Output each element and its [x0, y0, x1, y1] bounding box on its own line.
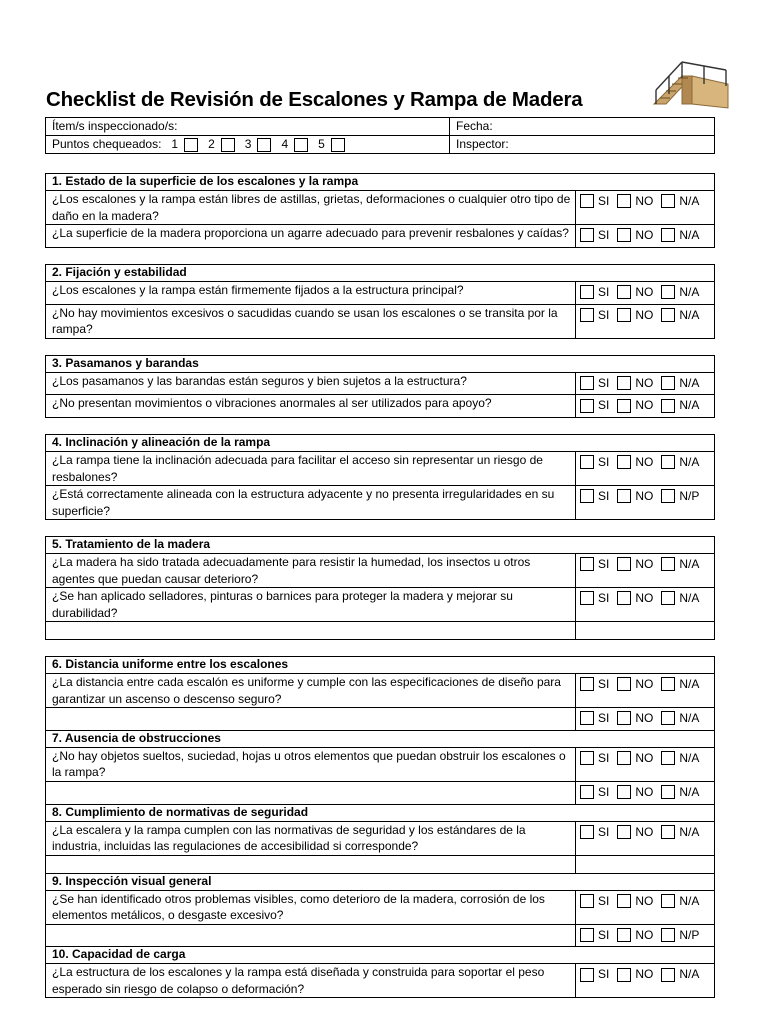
answer-option[interactable] — [661, 556, 699, 573]
page-title: Checklist de Revisión de Escalones y Rampa de Madera — [46, 88, 583, 111]
question-text — [46, 855, 576, 873]
section-spacer — [45, 339, 714, 355]
answer-label: N/P — [679, 489, 700, 503]
answer-option[interactable] — [661, 227, 699, 244]
answer-options — [576, 855, 715, 873]
point-checkbox[interactable] — [184, 138, 198, 152]
answer-checkbox[interactable] — [580, 785, 594, 799]
answer-checkbox[interactable] — [580, 455, 594, 469]
point-checkbox[interactable] — [331, 138, 345, 152]
answer-options — [576, 674, 715, 708]
checklist-section — [45, 173, 715, 248]
question-text: ¿La madera ha sido tratada adecuadamente para resistir la humedad, los insectos u otros agentes que puedan causar deterioro? — [46, 554, 576, 588]
answer-option[interactable] — [617, 590, 653, 607]
answer-label: N/A — [679, 455, 700, 469]
points-checked-label: Puntos chequeados: — [52, 137, 162, 151]
answer-label: N/A — [679, 194, 700, 208]
answer-options — [576, 747, 715, 781]
answer-label: SI — [598, 893, 610, 908]
section-spacer — [45, 520, 714, 536]
answer-label: N/A — [679, 784, 700, 799]
answer-label: NO — [635, 591, 654, 605]
answer-option[interactable] — [580, 893, 609, 910]
answer-options — [576, 395, 715, 418]
answer-checkbox[interactable] — [661, 399, 675, 413]
answer-checkbox[interactable] — [580, 557, 594, 571]
answer-options — [576, 622, 715, 640]
answer-label: SI — [598, 398, 610, 413]
answer-checkbox[interactable] — [661, 308, 675, 322]
answer-label: SI — [598, 711, 610, 725]
checklist-section — [45, 264, 715, 339]
answer-options — [576, 964, 715, 998]
answer-options — [576, 225, 715, 248]
answer-checkbox[interactable] — [617, 894, 631, 908]
answer-option[interactable] — [617, 375, 653, 392]
question-text: ¿La rampa tiene la inclinación adecuada para facilitar el acceso sin representar un riesgo de resbalones? — [46, 452, 576, 486]
point-3[interactable] — [245, 136, 272, 153]
answer-label: SI — [598, 677, 610, 691]
question-text: ¿La estructura de los escalones y la rampa está diseñada y construida para soportar el peso esperado sin riesgo de colapso o deformación? — [46, 964, 576, 998]
question-row — [46, 452, 715, 486]
answer-checkbox[interactable] — [661, 489, 675, 503]
answer-options — [576, 304, 715, 338]
point-number: 2 — [208, 137, 215, 151]
answer-label: SI — [598, 375, 610, 390]
answer-checkbox[interactable] — [580, 308, 594, 322]
answer-label: NO — [635, 967, 654, 982]
question-row — [46, 395, 715, 418]
answer-option[interactable] — [617, 750, 653, 767]
section-spacer — [45, 248, 714, 264]
question-row — [46, 372, 715, 395]
answer-checkbox[interactable] — [580, 194, 594, 208]
answer-option[interactable] — [617, 893, 653, 910]
answer-option[interactable] — [580, 307, 609, 324]
answer-option[interactable] — [580, 193, 609, 210]
answer-checkbox[interactable] — [617, 711, 631, 725]
answer-label: NO — [635, 228, 654, 242]
answer-option[interactable] — [617, 284, 653, 301]
point-checkbox[interactable] — [221, 138, 235, 152]
answer-checkbox[interactable] — [580, 591, 594, 605]
answer-checkbox[interactable] — [661, 194, 675, 208]
answer-checkbox[interactable] — [580, 928, 594, 942]
items-inspected-label: Ítem/s inspeccionado/s: — [52, 119, 178, 133]
answer-options — [576, 372, 715, 395]
question-text — [46, 924, 576, 947]
answer-option[interactable] — [580, 488, 609, 505]
section-title: 10. Capacidad de carga — [46, 947, 715, 964]
answer-checkbox[interactable] — [617, 825, 631, 839]
answer-checkbox[interactable] — [617, 968, 631, 982]
answer-options — [576, 191, 715, 225]
answer-option[interactable] — [661, 927, 699, 944]
question-row — [46, 588, 715, 622]
answer-label: N/A — [679, 677, 700, 691]
answer-option[interactable] — [617, 307, 653, 324]
answer-checkbox[interactable] — [661, 928, 675, 942]
answer-checkbox[interactable] — [580, 399, 594, 413]
date-label: Fecha: — [456, 119, 493, 133]
answer-option[interactable] — [580, 454, 609, 471]
answer-label: NO — [635, 375, 654, 390]
answer-option[interactable] — [617, 966, 653, 983]
section-title: 1. Estado de la superficie de los escalones y la rampa — [46, 174, 715, 191]
checklist-section — [45, 873, 715, 948]
checklist-section — [45, 434, 715, 520]
answer-checkbox[interactable] — [661, 591, 675, 605]
answer-checkbox[interactable] — [580, 677, 594, 691]
answer-option[interactable] — [580, 397, 609, 414]
answer-label: NO — [635, 557, 654, 571]
question-text: ¿La distancia entre cada escalón es uniforme y cumple con las especificaciones de diseño para garantizar un ascenso o descenso seguro? — [46, 674, 576, 708]
question-row — [46, 225, 715, 248]
question-row — [46, 281, 715, 304]
point-number: 3 — [244, 137, 252, 151]
answer-options — [576, 588, 715, 622]
answer-options — [576, 452, 715, 486]
answer-options — [576, 781, 715, 804]
answer-checkbox[interactable] — [661, 455, 675, 469]
answer-label: SI — [598, 750, 610, 765]
question-row — [46, 855, 715, 873]
items-inspected-field[interactable] — [46, 118, 450, 136]
question-row — [46, 708, 715, 731]
question-text: ¿Se han aplicado selladores, pinturas o barnices para proteger la madera y mejorar su durabilidad? — [46, 588, 576, 622]
answer-checkbox[interactable] — [617, 591, 631, 605]
answer-label: N/A — [679, 228, 700, 242]
answer-label: NO — [635, 455, 654, 469]
answer-label: N/A — [679, 750, 700, 765]
point-number: 5 — [318, 137, 325, 151]
answer-checkbox[interactable] — [661, 785, 675, 799]
checklist-sections — [45, 173, 714, 998]
answer-checkbox[interactable] — [661, 825, 675, 839]
section-title: 9. Inspección visual general — [46, 873, 715, 890]
section-title: 5. Tratamiento de la madera — [46, 537, 715, 554]
answer-checkbox[interactable] — [617, 399, 631, 413]
answer-option[interactable] — [580, 284, 609, 301]
answer-label: SI — [598, 194, 610, 208]
answer-option[interactable] — [661, 397, 699, 414]
answer-option[interactable] — [617, 824, 653, 841]
answer-checkbox[interactable] — [617, 285, 631, 299]
section-title: 2. Fijación y estabilidad — [46, 264, 715, 281]
answer-checkbox[interactable] — [661, 376, 675, 390]
question-row — [46, 191, 715, 225]
answer-checkbox[interactable] — [661, 968, 675, 982]
point-4[interactable] — [281, 136, 308, 153]
answer-label: N/A — [679, 711, 700, 725]
answer-label: SI — [598, 455, 610, 469]
answer-option[interactable] — [661, 784, 699, 801]
answer-label: SI — [598, 489, 610, 503]
checklist-section — [45, 656, 715, 731]
question-row — [46, 924, 715, 947]
answer-checkbox[interactable] — [580, 751, 594, 765]
answer-checkbox[interactable] — [580, 968, 594, 982]
point-2[interactable] — [208, 136, 235, 153]
answer-checkbox[interactable] — [661, 228, 675, 242]
answer-label: N/A — [679, 824, 700, 839]
question-text — [46, 622, 576, 640]
answer-option[interactable] — [580, 590, 609, 607]
answer-option[interactable] — [661, 375, 699, 392]
answer-label: NO — [635, 398, 654, 413]
section-title: 6. Distancia uniforme entre los escalones — [46, 657, 715, 674]
answer-option[interactable] — [617, 710, 653, 727]
answer-label: SI — [598, 784, 610, 799]
answer-options — [576, 281, 715, 304]
answer-label: NO — [635, 893, 654, 908]
section-spacer — [45, 418, 714, 434]
answer-option[interactable] — [580, 824, 609, 841]
answer-label: NO — [635, 927, 654, 942]
question-row — [46, 304, 715, 338]
answer-checkbox[interactable] — [580, 825, 594, 839]
checklist-section — [45, 946, 715, 998]
answer-checkbox[interactable] — [617, 928, 631, 942]
answer-option[interactable] — [617, 927, 653, 944]
points-checked-field — [46, 136, 450, 154]
answer-label: NO — [635, 284, 654, 299]
question-row — [46, 781, 715, 804]
answer-options — [576, 924, 715, 947]
question-text — [46, 781, 576, 804]
answer-checkbox[interactable] — [617, 785, 631, 799]
date-field[interactable] — [450, 118, 715, 136]
answer-option[interactable] — [580, 227, 609, 244]
answer-checkbox[interactable] — [661, 285, 675, 299]
answer-option[interactable] — [661, 284, 699, 301]
question-row — [46, 486, 715, 520]
question-text: ¿Los escalones y la rampa están firmemente fijados a la estructura principal? — [46, 281, 576, 304]
answer-options — [576, 890, 715, 924]
point-5[interactable] — [318, 136, 345, 153]
section-title: 3. Pasamanos y barandas — [46, 355, 715, 372]
answer-checkbox[interactable] — [661, 557, 675, 571]
answer-checkbox[interactable] — [617, 557, 631, 571]
answer-option[interactable] — [661, 824, 699, 841]
answer-options — [576, 708, 715, 731]
answer-label: N/P — [679, 927, 700, 942]
answer-checkbox[interactable] — [617, 194, 631, 208]
answer-checkbox[interactable] — [661, 711, 675, 725]
answer-label: N/A — [679, 284, 700, 299]
answer-label: SI — [598, 307, 610, 322]
answer-option[interactable] — [580, 676, 609, 693]
answer-checkbox[interactable] — [617, 751, 631, 765]
answer-label: NO — [635, 194, 654, 208]
point-checkbox[interactable] — [257, 138, 271, 152]
answer-label: SI — [598, 927, 610, 942]
answer-label: SI — [598, 228, 610, 242]
question-row — [46, 890, 715, 924]
answer-label: N/A — [679, 375, 700, 390]
answer-label: NO — [635, 307, 654, 322]
question-text: ¿No presentan movimientos o vibraciones anormales al ser utilizados para apoyo? — [46, 395, 576, 418]
answer-option[interactable] — [661, 193, 699, 210]
answer-checkbox[interactable] — [617, 376, 631, 390]
answer-label: SI — [598, 967, 610, 982]
checklist-section — [45, 536, 715, 640]
answer-checkbox[interactable] — [617, 308, 631, 322]
point-number: 4 — [281, 137, 289, 151]
answer-label: NO — [635, 824, 654, 839]
answer-label: NO — [635, 784, 654, 799]
question-text: ¿Se han identificado otros problemas visibles, como deterioro de la madera, corrosión de los elementos metálicos, o desgaste excesivo? — [46, 890, 576, 924]
answer-option[interactable] — [617, 676, 653, 693]
answer-label: NO — [635, 677, 654, 691]
section-spacer — [45, 640, 714, 656]
answer-label: SI — [598, 591, 610, 605]
question-text — [46, 708, 576, 731]
answer-checkbox[interactable] — [661, 751, 675, 765]
checklist-section — [45, 730, 715, 805]
answer-option[interactable] — [661, 307, 699, 324]
answer-checkbox[interactable] — [617, 489, 631, 503]
question-text: ¿No hay objetos sueltos, suciedad, hojas u otros elementos que puedan obstruir los escalones o la rampa? — [46, 747, 576, 781]
section-title: 8. Cumplimiento de normativas de seguridad — [46, 804, 715, 821]
answer-checkbox[interactable] — [580, 228, 594, 242]
answer-label: N/A — [679, 967, 700, 982]
answer-checkbox[interactable] — [580, 376, 594, 390]
question-row — [46, 622, 715, 640]
inspector-label: Inspector: — [456, 137, 509, 151]
answer-option[interactable] — [661, 454, 699, 471]
answer-options — [576, 554, 715, 588]
answer-option[interactable] — [661, 488, 699, 505]
checklist-section — [45, 804, 715, 874]
answer-option[interactable] — [580, 966, 609, 983]
question-text: ¿Los escalones y la rampa están libres de astillas, grietas, deformaciones o cualquier otro tipo de daño en la madera? — [46, 191, 576, 225]
answer-option[interactable] — [580, 556, 609, 573]
answer-option[interactable] — [661, 676, 699, 693]
question-row — [46, 964, 715, 998]
question-row — [46, 554, 715, 588]
inspection-header-table — [45, 117, 715, 154]
answer-label: NO — [635, 489, 654, 503]
answer-label: SI — [598, 824, 610, 839]
question-text: ¿No hay movimientos excesivos o sacudidas cuando se usan los escalones o se transita por la rampa? — [46, 304, 576, 338]
answer-option[interactable] — [661, 710, 699, 727]
answer-option[interactable] — [580, 927, 609, 944]
answer-label: N/A — [679, 557, 700, 571]
answer-option[interactable] — [617, 454, 653, 471]
answer-checkbox[interactable] — [661, 894, 675, 908]
answer-checkbox[interactable] — [617, 677, 631, 691]
answer-checkbox[interactable] — [617, 228, 631, 242]
answer-option[interactable] — [580, 750, 609, 767]
answer-option[interactable] — [580, 710, 609, 727]
answer-checkbox[interactable] — [580, 711, 594, 725]
answer-label: SI — [598, 284, 610, 299]
section-title: 7. Ausencia de obstrucciones — [46, 730, 715, 747]
answer-option[interactable] — [617, 227, 653, 244]
answer-option[interactable] — [617, 488, 653, 505]
answer-checkbox[interactable] — [580, 489, 594, 503]
answer-options — [576, 821, 715, 855]
checklist-section — [45, 355, 715, 419]
question-text: ¿La escalera y la rampa cumplen con las normativas de seguridad y los estándares de la industria, incluidas las regulaciones de accesibilidad si corresponde? — [46, 821, 576, 855]
question-text: ¿Los pasamanos y las barandas están seguros y bien sujetos a la estructura? — [46, 372, 576, 395]
question-text: ¿Está correctamente alineada con la estructura adyacente y no presenta irregularidades en su superficie? — [46, 486, 576, 520]
wooden-stairs-ramp-icon — [652, 54, 730, 110]
answer-checkbox[interactable] — [580, 894, 594, 908]
answer-option[interactable] — [661, 966, 699, 983]
point-1[interactable] — [171, 136, 198, 153]
answer-label: N/A — [679, 893, 700, 908]
question-row — [46, 674, 715, 708]
inspector-field[interactable] — [450, 136, 715, 154]
point-checkbox[interactable] — [294, 138, 308, 152]
answer-option[interactable] — [661, 750, 699, 767]
answer-option[interactable] — [661, 590, 699, 607]
answer-label: N/A — [679, 591, 700, 605]
answer-option[interactable] — [580, 784, 609, 801]
answer-option[interactable] — [617, 193, 653, 210]
answer-option[interactable] — [617, 784, 653, 801]
answer-checkbox[interactable] — [661, 677, 675, 691]
answer-label: NO — [635, 750, 654, 765]
section-title: 4. Inclinación y alineación de la rampa — [46, 435, 715, 452]
question-text: ¿La superficie de la madera proporciona un agarre adecuado para prevenir resbalones y caídas? — [46, 225, 576, 248]
answer-checkbox[interactable] — [580, 285, 594, 299]
question-row — [46, 747, 715, 781]
answer-checkbox[interactable] — [617, 455, 631, 469]
question-row — [46, 821, 715, 855]
answer-option[interactable] — [617, 397, 653, 414]
answer-option[interactable] — [617, 556, 653, 573]
answer-option[interactable] — [580, 375, 609, 392]
answer-label: NO — [635, 711, 654, 725]
answer-label: SI — [598, 557, 610, 571]
answer-label: N/A — [679, 307, 700, 322]
answer-options — [576, 486, 715, 520]
answer-label: N/A — [679, 398, 700, 413]
answer-option[interactable] — [661, 893, 699, 910]
point-number: 1 — [171, 137, 179, 151]
